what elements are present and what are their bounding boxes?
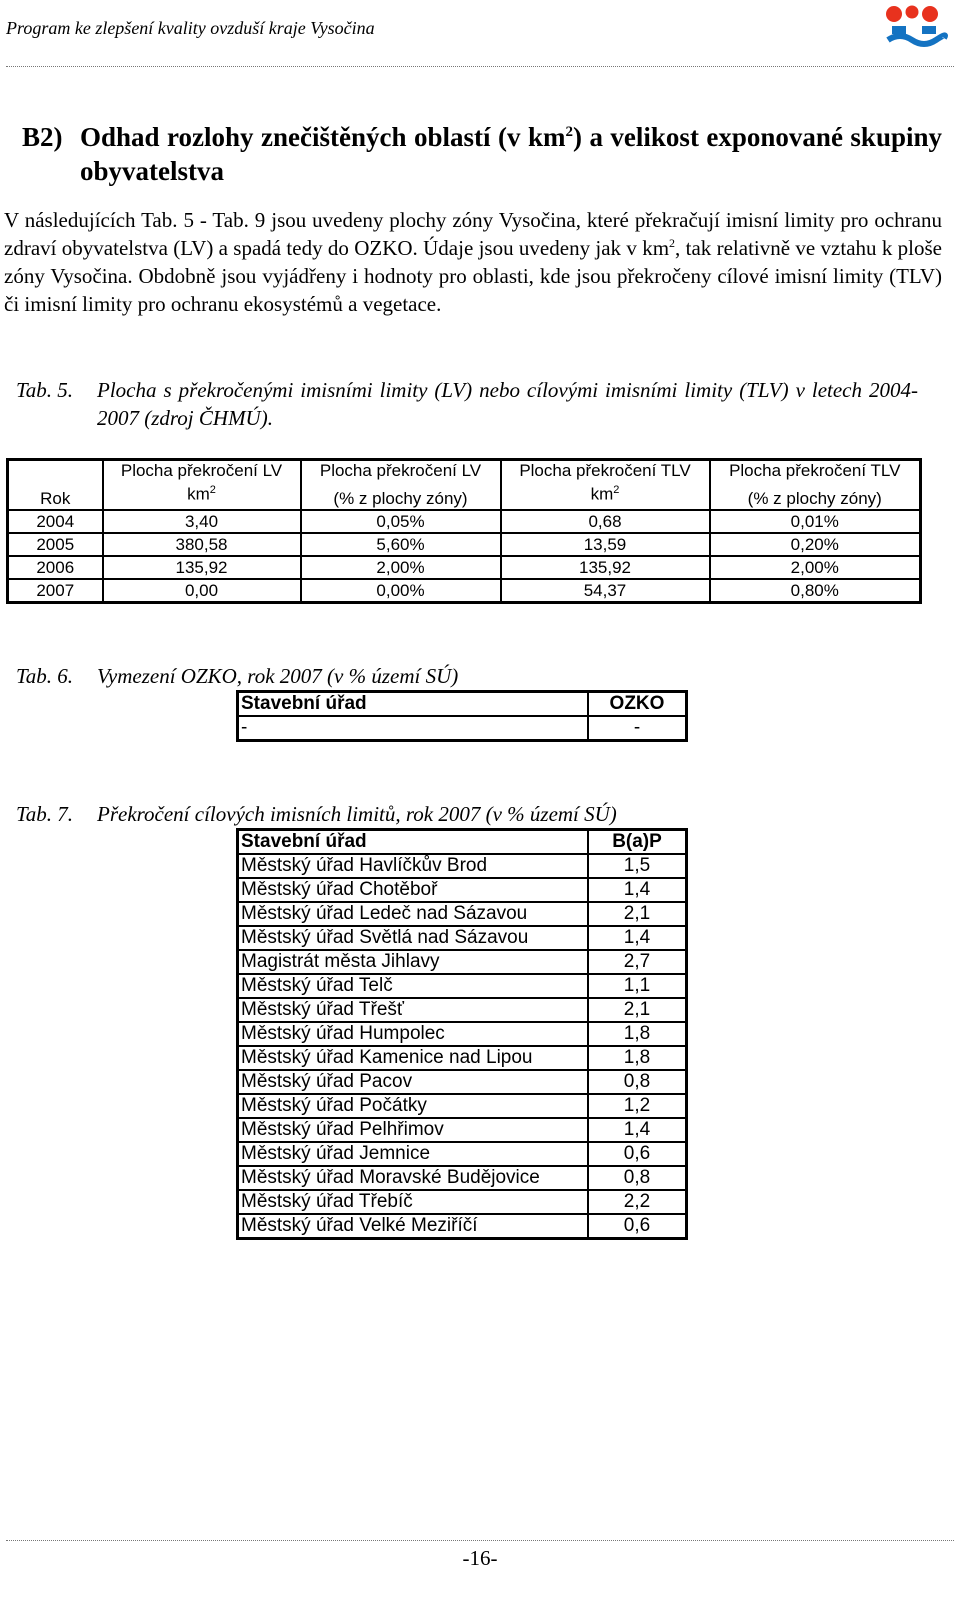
tab5-tlv-pct-cell: 0,20% bbox=[710, 533, 921, 556]
tab5-year-cell: 2005 bbox=[8, 533, 103, 556]
tab5-col2-unit: (% z plochy zóny) bbox=[301, 484, 501, 510]
tab7-office-cell: Městský úřad Světlá nad Sázavou bbox=[238, 926, 589, 950]
tab5-col4-header: Plocha překročení TLV bbox=[710, 460, 921, 485]
tab7-caption bbox=[16, 800, 736, 828]
tab6-office-cell: - bbox=[238, 716, 589, 741]
tab5-label: Tab. 5. bbox=[16, 378, 74, 402]
tab5-header-row-1 bbox=[8, 460, 921, 485]
tab7-office-cell: Městský úřad Ledeč nad Sázavou bbox=[238, 902, 589, 926]
logo-blue-wave bbox=[888, 35, 945, 44]
table-row bbox=[238, 974, 687, 998]
page-number: -16- bbox=[462, 1546, 498, 1570]
logo-red-circle-right bbox=[922, 6, 938, 22]
tab7-value-cell: 1,8 bbox=[588, 1046, 687, 1070]
tab5-tlv-km2-cell: 13,59 bbox=[501, 533, 710, 556]
table-row bbox=[238, 878, 687, 902]
tab7-office-cell: Městský úřad Havlíčkův Brod bbox=[238, 854, 589, 878]
tab6-table bbox=[236, 690, 688, 742]
tab5-lv-pct-cell: 5,60% bbox=[301, 533, 501, 556]
tab5-year-cell: 2007 bbox=[8, 579, 103, 603]
tab6-caption-text: Vymezení OZKO, rok 2007 (v % území SÚ) bbox=[97, 664, 459, 688]
table-row bbox=[8, 510, 921, 533]
section-title-superscript: 2 bbox=[565, 124, 573, 140]
tab5-lv-pct-cell: 0,05% bbox=[301, 510, 501, 533]
table-row bbox=[238, 1070, 687, 1094]
tab7-value-cell: 1,8 bbox=[588, 1022, 687, 1046]
section-title bbox=[80, 120, 942, 188]
tab5-tlv-km2-cell: 54,37 bbox=[501, 579, 710, 603]
tab6-col1-header: Stavební úřad bbox=[238, 692, 589, 717]
tab7-value-cell: 2,1 bbox=[588, 998, 687, 1022]
tab7-value-cell: 0,8 bbox=[588, 1166, 687, 1190]
tab5-lv-km2-cell: 380,58 bbox=[103, 533, 301, 556]
tab6-header-row bbox=[238, 692, 687, 717]
tab5-col3-header: Plocha překročení TLV bbox=[501, 460, 710, 485]
tab7-office-cell: Městský úřad Pacov bbox=[238, 1070, 589, 1094]
tab6-value-cell: - bbox=[588, 716, 687, 741]
tab5-col1-unit-text: km bbox=[187, 484, 210, 504]
tab5-lv-km2-cell: 0,00 bbox=[103, 579, 301, 603]
intro-part-2: , tak relativně ve vztahu k ploše zóny Vysočina. Obdobně jsou vyjádřeny i hodnoty pro oblasti, kde jsou překročeny cílové imisní limity (TLV) či imisní limity pro ochranu ekosystémů a vegetace. bbox=[4, 236, 942, 316]
tab5-col3-unit-sup: 2 bbox=[613, 484, 620, 496]
tab7-office-cell: Městský úřad Moravské Budějovice bbox=[238, 1166, 589, 1190]
section-heading bbox=[22, 120, 942, 188]
intro-part-1: V následujících Tab. 5 - Tab. 9 jsou uvedeny plochy zóny Vysočina, které překračují imisní limity pro ochranu zdraví obyvatelstva (LV) a spadá tedy do OZKO. Údaje jsou uvedeny jak v km bbox=[4, 208, 942, 260]
tab5-year-cell: 2004 bbox=[8, 510, 103, 533]
tab6-label: Tab. 6. bbox=[16, 664, 74, 688]
tab5-table bbox=[6, 458, 922, 604]
table-row bbox=[8, 579, 921, 603]
tab7-value-cell: 1,5 bbox=[588, 854, 687, 878]
intro-superscript: 2 bbox=[669, 236, 676, 250]
table-row bbox=[238, 1190, 687, 1214]
tab7-office-cell: Městský úřad Pelhřimov bbox=[238, 1118, 589, 1142]
logo-red-circle-middle bbox=[906, 6, 919, 19]
table-row bbox=[238, 716, 687, 741]
table-row bbox=[238, 1142, 687, 1166]
tab7-value-cell: 2,2 bbox=[588, 1190, 687, 1214]
tab7-office-cell: Městský úřad Chotěboř bbox=[238, 878, 589, 902]
table-row bbox=[238, 1118, 687, 1142]
oco-logo bbox=[884, 2, 948, 48]
table-row bbox=[238, 1214, 687, 1239]
tab5-tlv-km2-cell: 0,68 bbox=[501, 510, 710, 533]
section-title-pre: Odhad rozlohy znečištěných oblastí (v km bbox=[80, 122, 566, 152]
tab7-value-cell: 1,4 bbox=[588, 878, 687, 902]
tab7-value-cell: 1,1 bbox=[588, 974, 687, 998]
tab5-header-blank bbox=[8, 460, 103, 485]
table-row bbox=[238, 902, 687, 926]
tab7-value-cell: 2,7 bbox=[588, 950, 687, 974]
section-title-post: ) a velikost exponované skupiny obyvatelstva bbox=[80, 122, 942, 186]
tab5-caption-text: Plocha s překročenými imisními limity (LV) nebo cílovými imisními limity (TLV) v letech 2004-2007 (zdroj ČHMÚ). bbox=[97, 378, 918, 430]
tab5-lv-pct-cell: 2,00% bbox=[301, 556, 501, 579]
intro-paragraph bbox=[4, 206, 942, 318]
tab7-office-cell: Městský úřad Telč bbox=[238, 974, 589, 998]
logo-blue-bar-left bbox=[892, 26, 906, 34]
footer-divider bbox=[6, 1540, 954, 1541]
tab5-header-row-2 bbox=[8, 484, 921, 510]
tab6-col2-header: OZKO bbox=[588, 692, 687, 717]
tab7-header-row bbox=[238, 830, 687, 855]
tab5-tlv-pct-cell: 2,00% bbox=[710, 556, 921, 579]
table-row bbox=[238, 1022, 687, 1046]
section-number: B2) bbox=[22, 122, 63, 152]
tab7-office-cell: Městský úřad Třešť bbox=[238, 998, 589, 1022]
tab7-value-cell: 2,1 bbox=[588, 902, 687, 926]
logo-red-circle-left bbox=[886, 6, 902, 22]
tab7-value-cell: 0,6 bbox=[588, 1142, 687, 1166]
tab5-col3-unit bbox=[501, 484, 710, 510]
table-row bbox=[238, 1046, 687, 1070]
tab5-col1-unit-sup: 2 bbox=[209, 484, 216, 496]
tab7-table bbox=[236, 828, 688, 1240]
tab5-lv-km2-cell: 3,40 bbox=[103, 510, 301, 533]
tab7-value-cell: 1,4 bbox=[588, 926, 687, 950]
table-row bbox=[8, 556, 921, 579]
tab5-col3-unit-text: km bbox=[590, 484, 614, 504]
tab6-caption bbox=[16, 662, 716, 690]
tab5-tlv-km2-cell: 135,92 bbox=[501, 556, 710, 579]
tab7-office-cell: Magistrát města Jihlavy bbox=[238, 950, 589, 974]
tab7-office-cell: Městský úřad Kamenice nad Lipou bbox=[238, 1046, 589, 1070]
table-row bbox=[238, 998, 687, 1022]
tab5-col4-unit: (% z plochy zóny) bbox=[710, 484, 921, 510]
tab7-office-cell: Městský úřad Velké Meziříčí bbox=[238, 1214, 589, 1239]
tab5-col2-header: Plocha překročení LV bbox=[301, 460, 501, 485]
tab5-col1-header: Plocha překročení LV bbox=[103, 460, 301, 485]
tab7-office-cell: Městský úřad Jemnice bbox=[238, 1142, 589, 1166]
table-row bbox=[238, 1166, 687, 1190]
tab7-col1-header: Stavební úřad bbox=[238, 830, 589, 855]
logo-blue-bar-right bbox=[922, 26, 936, 34]
table-row bbox=[238, 1094, 687, 1118]
tab5-col1-unit bbox=[103, 484, 301, 510]
tab5-row-header: Rok bbox=[8, 484, 103, 510]
table-row bbox=[8, 533, 921, 556]
table-row bbox=[238, 950, 687, 974]
tab7-office-cell: Městský úřad Třebíč bbox=[238, 1190, 589, 1214]
tab5-year-cell: 2006 bbox=[8, 556, 103, 579]
tab7-value-cell: 1,2 bbox=[588, 1094, 687, 1118]
tab5-lv-km2-cell: 135,92 bbox=[103, 556, 301, 579]
document-header-title: Program ke zlepšení kvality ovzduší kraje Vysočina bbox=[6, 18, 375, 38]
header-divider bbox=[6, 66, 954, 67]
tab7-value-cell: 0,6 bbox=[588, 1214, 687, 1239]
tab7-office-cell: Městský úřad Humpolec bbox=[238, 1022, 589, 1046]
tab5-tlv-pct-cell: 0,01% bbox=[710, 510, 921, 533]
tab5-tlv-pct-cell: 0,80% bbox=[710, 579, 921, 603]
tab5-caption bbox=[16, 376, 918, 432]
tab5-lv-pct-cell: 0,00% bbox=[301, 579, 501, 603]
tab7-value-cell: 0,8 bbox=[588, 1070, 687, 1094]
tab7-caption-text: Překročení cílových imisních limitů, rok 2007 (v % území SÚ) bbox=[97, 802, 617, 826]
table-row bbox=[238, 854, 687, 878]
tab7-label: Tab. 7. bbox=[16, 802, 74, 826]
tab7-value-cell: 1,4 bbox=[588, 1118, 687, 1142]
table-row bbox=[238, 926, 687, 950]
tab7-office-cell: Městský úřad Počátky bbox=[238, 1094, 589, 1118]
tab7-col2-header: B(a)P bbox=[588, 830, 687, 855]
